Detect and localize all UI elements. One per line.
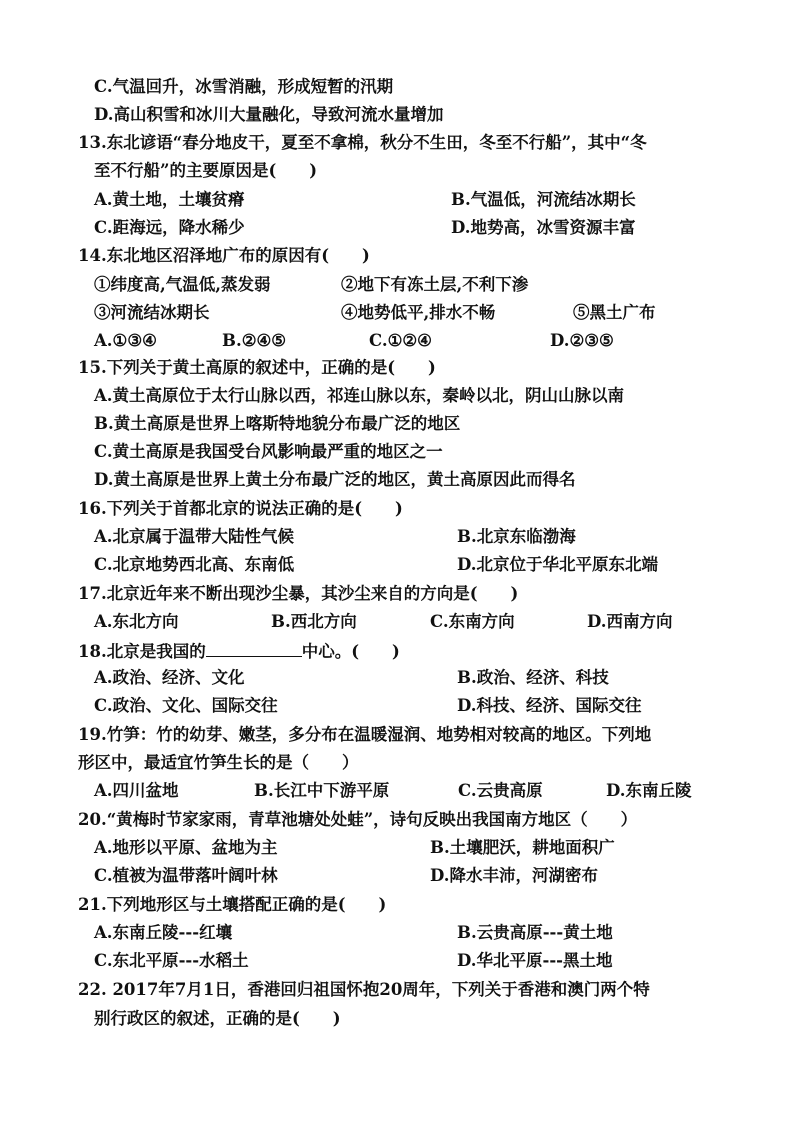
q16-option-b: B.北京东临渤海 — [457, 527, 576, 546]
q18-stem-after: 中心。( ) — [301, 642, 400, 661]
q18-option-d: D.科技、经济、国际交往 — [457, 696, 642, 715]
q18-option-b: B.政治、经济、科技 — [457, 668, 609, 687]
q13-stem-line2: 至不行船”的主要原因是( ) — [94, 161, 318, 180]
q20-option-c: C.植被为温带落叶阔叶林 — [94, 866, 278, 885]
q21-stem: 21.下列地形区与土壤搭配正确的是( ) — [78, 895, 387, 914]
q20-option-a: A.地形以平原、盆地为主 — [94, 838, 278, 857]
q21-option-c: C.东北平原---水稻土 — [94, 951, 249, 970]
q14-item-5: ⑤黑土广布 — [573, 303, 656, 322]
q14-option-c: C.①②④ — [369, 331, 432, 350]
q15-option-a: A.黄土高原位于太行山脉以西，祁连山脉以东，秦岭以北，阴山山脉以南 — [94, 386, 625, 405]
q18-stem-before: 18.北京是我国的 — [78, 642, 206, 661]
q22-stem-line2: 别行政区的叙述，正确的是( ) — [94, 1009, 341, 1028]
q14-item-2: ②地下有冻土层,不利下渗 — [341, 275, 529, 294]
q13-option-d: D.地势高，冰雪资源丰富 — [451, 218, 636, 237]
q19-option-c: C.云贵高原 — [458, 781, 543, 800]
q14-item-3: ③河流结冰期长 — [94, 303, 210, 322]
q15-option-d: D.黄土高原是世界上黄土分布最广泛的地区，黄土高原因此而得名 — [94, 470, 576, 489]
q14-item-4: ④地势低平,排水不畅 — [341, 303, 496, 322]
q18-option-a: A.政治、经济、文化 — [94, 668, 245, 687]
q14-option-a: A.①③④ — [94, 331, 157, 350]
q21-option-b: B.云贵高原---黄土地 — [457, 923, 613, 942]
q17-option-b: B.西北方向 — [271, 612, 357, 631]
q20-option-b: B.土壤肥沃，耕地面积广 — [430, 838, 615, 857]
q13-stem-line1: 13.东北谚语“春分地皮干，夏至不拿棉，秋分不生田，冬至不行船”，其中“冬 — [78, 133, 647, 152]
q17-option-c: C.东南方向 — [430, 612, 515, 631]
q14-stem: 14.东北地区沼泽地广布的原因有( ) — [78, 246, 370, 265]
q17-stem: 17.北京近年来不断出现沙尘暴，其沙尘来自的方向是( ) — [78, 584, 519, 603]
q19-option-b: B.长江中下游平原 — [254, 781, 390, 800]
q13-option-a: A.黄土地，土壤贫瘠 — [94, 190, 245, 209]
q20-option-d: D.降水丰沛，河湖密布 — [430, 866, 598, 885]
q19-option-a: A.四川盆地 — [94, 781, 179, 800]
q21-option-a: A.东南丘陵---红壤 — [94, 923, 233, 942]
q15-option-b: B.黄土高原是世界上喀斯特地貌分布最广泛的地区 — [94, 414, 461, 433]
q12-option-d: D.高山积雪和冰川大量融化，导致河流水量增加 — [94, 105, 444, 124]
q14-item-1: ①纬度高,气温低,蒸发弱 — [94, 275, 271, 294]
q17-option-d: D.西南方向 — [587, 612, 673, 631]
q15-option-c: C.黄土高原是我国受台风影响最严重的地区之一 — [94, 442, 443, 461]
q13-option-c: C.距海远，降水稀少 — [94, 218, 245, 237]
q21-option-d: D.华北平原---黑土地 — [457, 951, 613, 970]
q16-stem: 16.下列关于首都北京的说法正确的是( ) — [78, 499, 403, 518]
q18-stem — [78, 639, 400, 663]
q15-stem: 15.下列关于黄土高原的叙述中，正确的是( ) — [78, 358, 436, 377]
q22-stem-line1: 22. 2017年7月1日，香港回归祖国怀抱20周年，下列关于香港和澳门两个特 — [78, 980, 650, 999]
q19-stem-line2: 形区中，最适宜竹笋生长的是（ ） — [78, 753, 359, 772]
q17-option-a: A.东北方向 — [94, 612, 179, 631]
q13-option-b: B.气温低，河流结冰期长 — [451, 190, 636, 209]
q18-option-c: C.政治、文化、国际交往 — [94, 696, 278, 715]
q19-option-d: D.东南丘陵 — [606, 781, 692, 800]
q12-option-c: C.气温回升，冰雪消融，形成短暂的汛期 — [94, 77, 394, 96]
answer-blank — [206, 639, 302, 657]
q14-option-d: D.②③⑤ — [550, 331, 614, 350]
q16-option-a: A.北京属于温带大陆性气候 — [94, 527, 295, 546]
q19-stem-line1: 19.竹笋：竹的幼芽、嫩茎，多分布在温暖湿润、地势相对较高的地区。下列地 — [78, 725, 652, 744]
q16-option-d: D.北京位于华北平原东北端 — [457, 555, 658, 574]
q16-option-c: C.北京地势西北高、东南低 — [94, 555, 295, 574]
q20-stem: 20.“黄梅时节家家雨，青草池塘处处蛙”，诗句反映出我国南方地区（ ） — [78, 810, 638, 829]
q14-option-b: B.②④⑤ — [222, 331, 287, 350]
